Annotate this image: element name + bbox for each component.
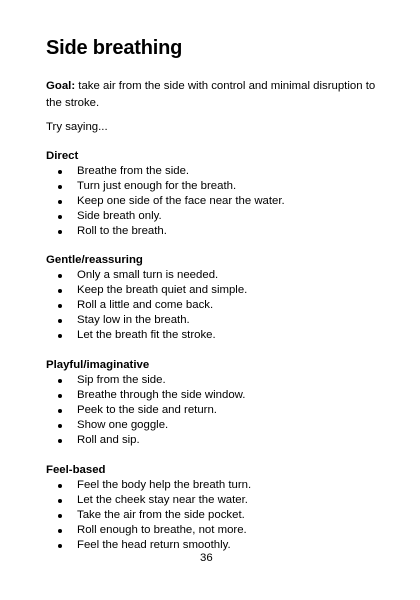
list-item <box>46 164 386 179</box>
list-item <box>46 433 386 448</box>
section-playful-imaginative <box>46 358 386 448</box>
bullet-icon <box>58 484 62 488</box>
list-item-text: Let the breath fit the stroke. <box>77 329 216 341</box>
bullet-icon <box>58 319 62 323</box>
list-item-text: Roll to the breath. <box>77 225 167 237</box>
list-item-text: Take the air from the side pocket. <box>77 509 245 521</box>
bullet-icon <box>58 439 62 443</box>
bullet-icon <box>58 289 62 293</box>
bullet-icon <box>58 424 62 428</box>
bullet-icon <box>58 379 62 383</box>
list-item-text: Roll a little and come back. <box>77 299 214 311</box>
section-heading: Gentle/reassuring <box>46 254 143 266</box>
list-item-text: Stay low in the breath. <box>77 314 190 326</box>
section-heading: Direct <box>46 150 79 162</box>
list-item-text: Turn just enough for the breath. <box>77 180 237 192</box>
list-item <box>46 388 386 403</box>
section-gentle-reassuring <box>46 253 386 343</box>
bullet-icon <box>58 304 62 308</box>
list-item <box>46 403 386 418</box>
bullet-icon <box>58 499 62 503</box>
list-item-text: Side breath only. <box>77 210 162 222</box>
list-item-text: Breathe through the side window. <box>77 389 246 401</box>
bullet-icon <box>58 394 62 398</box>
section-feel-based <box>46 463 386 553</box>
list-item-text: Roll enough to breathe, not more. <box>77 524 247 536</box>
list-item <box>46 224 386 239</box>
list-item <box>46 508 386 523</box>
bullet-icon <box>58 529 62 533</box>
list-item <box>46 209 386 224</box>
list-item <box>46 523 386 538</box>
list-item-text: Feel the head return smoothly. <box>77 539 231 551</box>
bullet-list <box>46 373 386 448</box>
bullet-icon <box>58 170 62 174</box>
list-item-text: Let the cheek stay near the water. <box>77 494 248 506</box>
goal-text: take air from the side with control and minimal disruption to the stroke. <box>46 80 376 109</box>
section-direct <box>46 149 386 239</box>
goal-label: Goal: <box>46 80 76 92</box>
list-item <box>46 418 386 433</box>
list-item-text: Show one goggle. <box>77 419 169 431</box>
list-item-text: Peek to the side and return. <box>77 404 217 416</box>
bullet-icon <box>58 514 62 518</box>
section-heading: Playful/imaginative <box>46 359 150 371</box>
list-item <box>46 313 386 328</box>
list-item-text: Keep one side of the face near the water. <box>77 195 285 207</box>
list-item-text: Breathe from the side. <box>77 165 190 177</box>
list-item <box>46 493 386 508</box>
bullet-icon <box>58 230 62 234</box>
list-item-text: Sip from the side. <box>77 374 166 386</box>
list-item <box>46 179 386 194</box>
section-heading: Feel-based <box>46 464 106 476</box>
bullet-icon <box>58 274 62 278</box>
list-item <box>46 538 386 553</box>
try-saying-text: Try saying... <box>46 121 108 133</box>
list-item <box>46 298 386 313</box>
list-item <box>46 373 386 388</box>
page-title: Side breathing <box>46 37 183 59</box>
list-item-text: Roll and sip. <box>77 434 140 446</box>
page-number: 36 <box>200 552 213 564</box>
list-item <box>46 194 386 209</box>
goal-paragraph <box>46 78 376 112</box>
bullet-list <box>46 164 386 239</box>
bullet-icon <box>58 185 62 189</box>
bullet-icon <box>58 334 62 338</box>
list-item-text: Feel the body help the breath turn. <box>77 479 252 491</box>
bullet-icon <box>58 215 62 219</box>
list-item-text: Only a small turn is needed. <box>77 269 219 281</box>
list-item <box>46 268 386 283</box>
bullet-list <box>46 268 386 343</box>
list-item <box>46 283 386 298</box>
bullet-icon <box>58 409 62 413</box>
list-item <box>46 478 386 493</box>
bullet-icon <box>58 200 62 204</box>
list-item <box>46 328 386 343</box>
list-item-text: Keep the breath quiet and simple. <box>77 284 248 296</box>
bullet-icon <box>58 544 62 548</box>
bullet-list <box>46 478 386 553</box>
